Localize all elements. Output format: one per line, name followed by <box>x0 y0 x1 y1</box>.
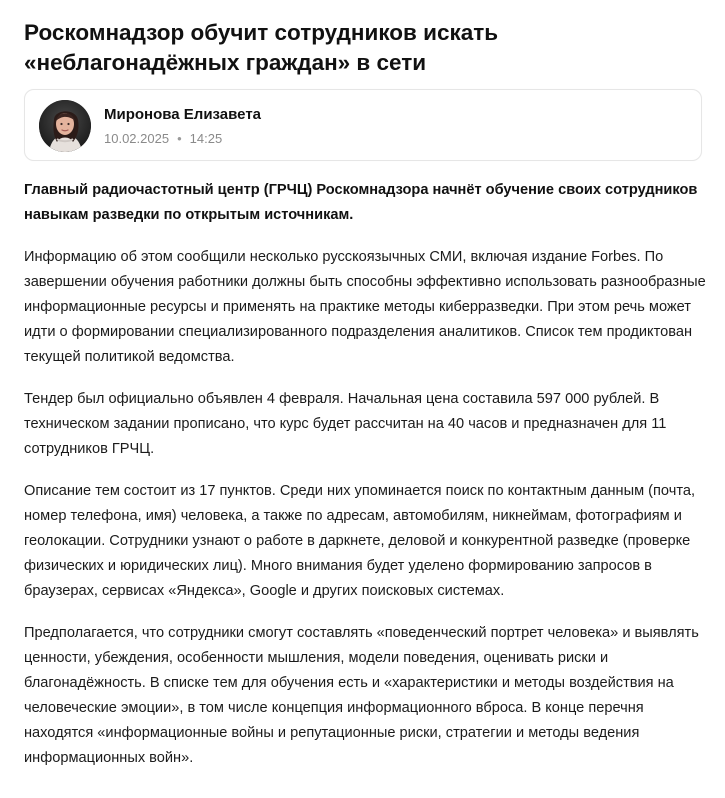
publication-meta <box>104 131 222 147</box>
article-lead: Главный радиочастотный центр (ГРЧЦ) Роскомнадзора начнёт обучение своих сотрудников навыкам разведки по открытым источникам. <box>24 182 698 223</box>
article-content <box>24 178 708 788</box>
article-paragraph-1: Информацию об этом сообщили несколько русскоязычных СМИ, включая издание Forbes. По завершении обучения работники должны быть способны эффективно использовать разнообразные информационные ресурсы и применять на практике методы киберразведки. При этом речь может идти о формировании специализированного подразделения аналитиков. Список тем продиктован текущей политикой ведомства. <box>24 249 706 365</box>
article-paragraph-4: Предполагается, что сотрудники смогут составлять «поведенческий портрет человека» и выявлять ценности, убеждения, особенности мышления, модели поведения, оценивать риски и благонадёжность. В списке тем для обучения есть и «характеристики и методы воздействия на человеческие эмоции», в том числе концепция информационного вброса. В конце перечня находятся «информационные войны и репутационные риски, стратегии и методы ведения информационных войн». <box>24 625 699 766</box>
meta-separator-dot: • <box>177 131 182 146</box>
author-name[interactable]: Миронова Елизавета <box>104 106 262 123</box>
author-card[interactable] <box>24 89 702 161</box>
article-paragraph-2: Тендер был официально объявлен 4 февраля. Начальная цена составила 597 000 рублей. В техническом задании прописано, что курс будет рассчитан на 40 часов и предназначен для 11 сотрудников ГРЧЦ. <box>24 391 667 457</box>
publication-time: 14:25 <box>189 131 223 146</box>
author-avatar[interactable] <box>39 100 91 152</box>
publication-date: 10.02.2025 <box>104 131 170 146</box>
article-title: Роскомнадзор обучит сотрудников искать «неблагонадёжных граждан» в сети <box>24 20 499 75</box>
article-paragraph-3: Описание тем состоит из 17 пунктов. Среди них упоминается поиск по контактным данным (почта, номер телефона, имя) человека, а также по адресам, автомобилям, никнеймам, фотографиям и геолокации. Сотрудники узнают о работе в даркнете, деловой и конкурентной разведке (проверке физических и юридических лиц). Много внимания будет уделено формированию запросов в браузерах, сервисах «Яндекса», Google и других поисковых системах. <box>24 483 696 599</box>
avatar-photo-icon <box>39 100 91 152</box>
